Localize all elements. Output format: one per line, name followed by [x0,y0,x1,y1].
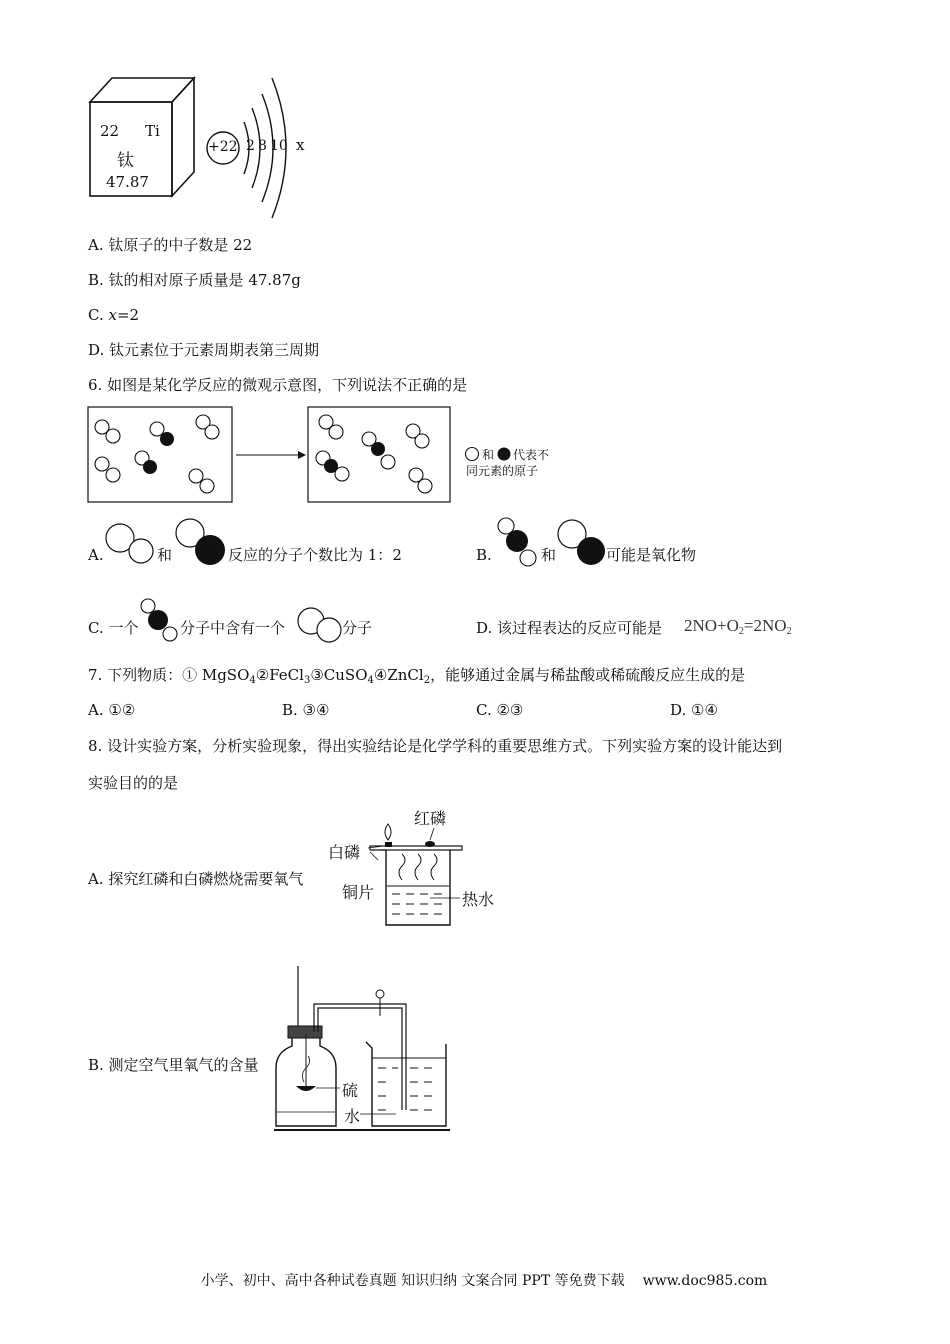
molecule-o2-icon-c [296,606,344,644]
legend-black-atom-icon [496,446,512,462]
q8-stem-line1: 8. 设计实验方案，分析实验现象，得出实验结论是化学学科的重要思维方式。下列实验方案的设计能达到 [88,737,783,755]
q7-option-b: B. ③④ [282,701,330,719]
reaction-diagram [86,404,466,504]
shell-2: 8 [258,138,267,154]
molecule-no-icon [172,516,228,568]
molecule-no2-icon-c [138,598,182,644]
molecule-no2-icon [494,516,540,570]
q6-option-a-and: 和 [157,546,173,564]
element-name: 钛 [117,151,134,171]
q5-option-c: C. x=2 [88,306,140,324]
label-copper-plate: 铜片 [342,883,375,902]
q6-option-a-text: 反应的分子个数比为 1：2 [228,546,402,564]
q6-option-d-label: D. 该过程表达的反应可能是 [476,619,663,637]
footer-text: 小学、初中、高中各种试卷真题 知识归纳 文案合同 PPT 等免费下载 [200,1273,625,1289]
atomic-number: 22 [100,122,120,140]
legend-text-2: 同元素的原子 [466,464,539,478]
element-symbol: Ti [145,122,160,140]
q6-option-b-label: B. [476,546,492,564]
q6-option-d-formula: $2NO+O_2=2NO_2$ [684,616,792,637]
legend-text-1: 代表不 [513,448,550,462]
shell-1: 2 [246,138,255,154]
q6-option-c-end: 分子 [342,619,373,637]
page-footer [0,1270,950,1290]
footer-url[interactable]: www.doc985.com [642,1273,768,1289]
shell-x: x [296,136,305,154]
q7-option-c: C. ②③ [476,701,524,719]
label-water: 水 [344,1107,361,1126]
legend-and: 和 [482,448,495,462]
label-sulfur: 硫 [342,1081,359,1100]
q6-option-c-label: C. 一个 [88,619,139,637]
q7-stem: 7. 下列物质：① MgSO$_4$②FeCl$_3$③CuSO$_4$④ZnCl$_2$，能够通过金属与稀盐酸或稀硫酸反应生成的是 [88,666,746,686]
q6-option-b-text: 可能是氧化物 [606,546,697,564]
q5-option-a: A. 钛原子的中子数是 22 [88,236,253,254]
molecule-o2-icon [104,520,156,566]
q6-option-b-and: 和 [541,546,557,564]
label-white-phosphorus: 白磷 [328,843,361,862]
q6-option-a-label: A. [88,546,104,564]
q7-option-d: D. ①④ [670,701,718,719]
q5-option-b: B. 钛的相对原子质量是 47.87g [88,271,301,289]
nucleus-charge: +22 [208,139,238,155]
q8-option-b: B. 测定空气里氧气的含量 [88,1056,259,1074]
q8-stem-line2: 实验目的的是 [88,774,179,792]
legend-white-atom-icon [464,446,480,462]
molecule-no-icon-b [556,518,608,568]
shell-3: 10 [270,138,288,154]
q6-option-c-mid: 分子中含有一个 [180,619,286,637]
label-hot-water: 热水 [462,890,495,909]
q5-option-d: D. 钛元素位于元素周期表第三周期 [88,341,320,359]
q8-option-a: A. 探究红磷和白磷燃烧需要氧气 [88,870,304,888]
label-red-phosphorus: 红磷 [414,809,447,828]
atomic-mass: 47.87 [106,173,149,191]
phosphorus-experiment-diagram [330,820,510,930]
q6-stem: 6. 如图是某化学反应的微观示意图，下列说法不正确的是 [88,376,468,394]
q7-option-a: A. ①② [88,701,136,719]
oxygen-content-apparatus [270,964,454,1134]
